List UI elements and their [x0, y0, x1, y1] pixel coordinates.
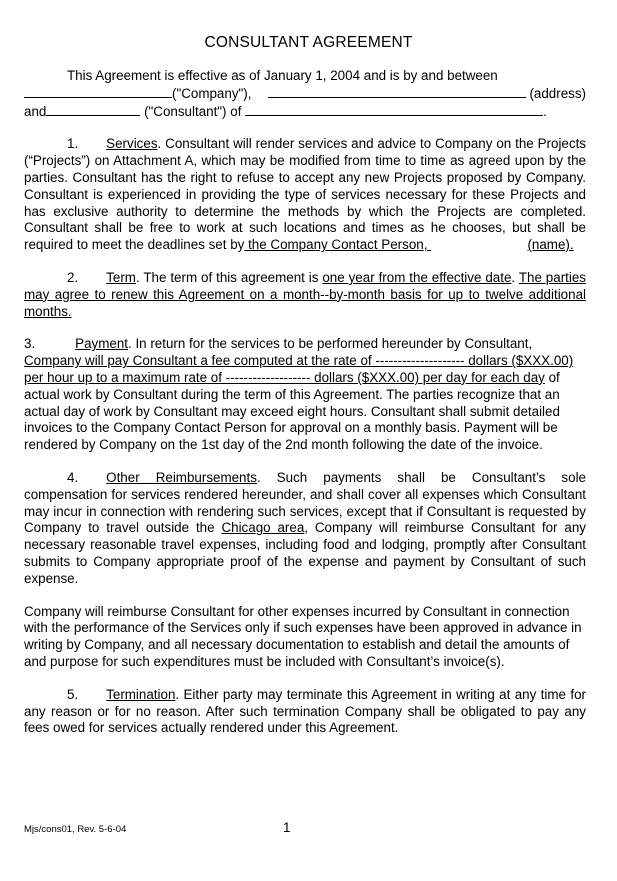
document-title: CONSULTANT AGREEMENT: [204, 34, 413, 51]
section-number: 1.: [67, 136, 79, 152]
preamble-line-2: [24, 85, 586, 103]
preamble-line-3: and ("Consultant") of .: [24, 103, 547, 119]
section-term: 2. Term. The term of this agreement is one year from the effective date. The parties may agree to renew this Agreement on a month--by-month basis for up to twelve additional months.: [24, 269, 586, 319]
and-label: and: [24, 103, 47, 119]
page-number: 1: [283, 820, 291, 835]
section-number: 5.: [67, 686, 79, 702]
section-heading: Services: [106, 136, 158, 152]
preamble-text: This Agreement is effective as of January 1, 2004 and is by and between: [67, 68, 498, 83]
location-blank: [245, 103, 543, 116]
section-payment: 3. Payment. In return for the services to be performed hereunder by Consultant, Company will pay Consultant a fee computed at the rate of -------------------- dollars ($XXX.00) per hour up to a maximum rate of ------------------- dollars ($XXX.00) per day for each day of actual work by Consultant during the term of this Agreement. The parties recognize that an actual day of work by Consultant may exceed eight hours. Consultant shall submit detailed invoices to the Company Contact Person for approval on a monthly basis. Payment will be rendered by Company on the 1st day of the 2nd month following the date of the invoice.: [24, 336, 574, 453]
section-number: 2.: [67, 269, 79, 285]
section-number: 4.: [67, 469, 79, 485]
address-tag: (address): [529, 85, 586, 101]
company-blank: [24, 85, 172, 98]
consultant-blank: [46, 103, 140, 116]
section-termination: 5. Termination. Either party may terminate this Agreement in writing at any time for any reason or for no reason. After such termination Company shall be obligated to pay any fees owed for services actually rendered under this Agreement.: [24, 686, 586, 736]
section-number: 3.: [24, 336, 36, 352]
document-body: [24, 68, 586, 737]
section-heading: Payment: [75, 336, 129, 352]
section-heading: Term: [106, 269, 136, 285]
section-heading: Termination: [106, 686, 176, 702]
company-tag: ("Company"),: [172, 85, 252, 101]
section-expenses-paragraph: Company will reimburse Consultant for other expenses incurred by Consultant in connection with the performance of the Services only if such expenses have been approved in advance in writing by Company, and all necessary documentation to establish and detail the amounts of and purpose for such expenditures must be included with Consultant’s invoice(s).: [24, 603, 582, 669]
section-other-reimbursements: 4. Other Reimbursements. Such payments shall be Consultant’s sole compensation for services rendered hereunder, and shall cover all expenses which Consultant may incur in connection with rendering such services, except that if Consultant is requested by Company to travel outside the Chicago area, Company will reimburse Consultant for any necessary reasonable travel expenses, including food and lodging, promptly after Consultant submits to Company appropriate proof of the expense and payment by Consultant of such expense.: [24, 469, 586, 586]
preamble-line-1: [24, 68, 586, 85]
address-blank: [268, 85, 526, 98]
footer-doc-ref: Mjs/cons01, Rev. 5-6-04: [24, 824, 127, 835]
section-heading: Other Reimbursements: [106, 469, 257, 485]
consultant-tag: ("Consultant") of: [144, 103, 242, 119]
name-blank: [427, 237, 527, 254]
section-services: 1. Services. Consultant will render services and advice to Company on the Projects (“Projects”) on Attachment A, which may be modified from time to time as agreed upon by the parties. Consultant has the right to refuse to accept any new Projects proposed by Company. Consultant is experienced in providing the type of services necessary for these Projects and has exclusive authority to determine the methods by which the Projects are completed. Consultant shall be free to work at such locations and times as he chooses, but shall be required to meet the deadlines set by the Company Contact Person, (name).: [24, 136, 586, 253]
